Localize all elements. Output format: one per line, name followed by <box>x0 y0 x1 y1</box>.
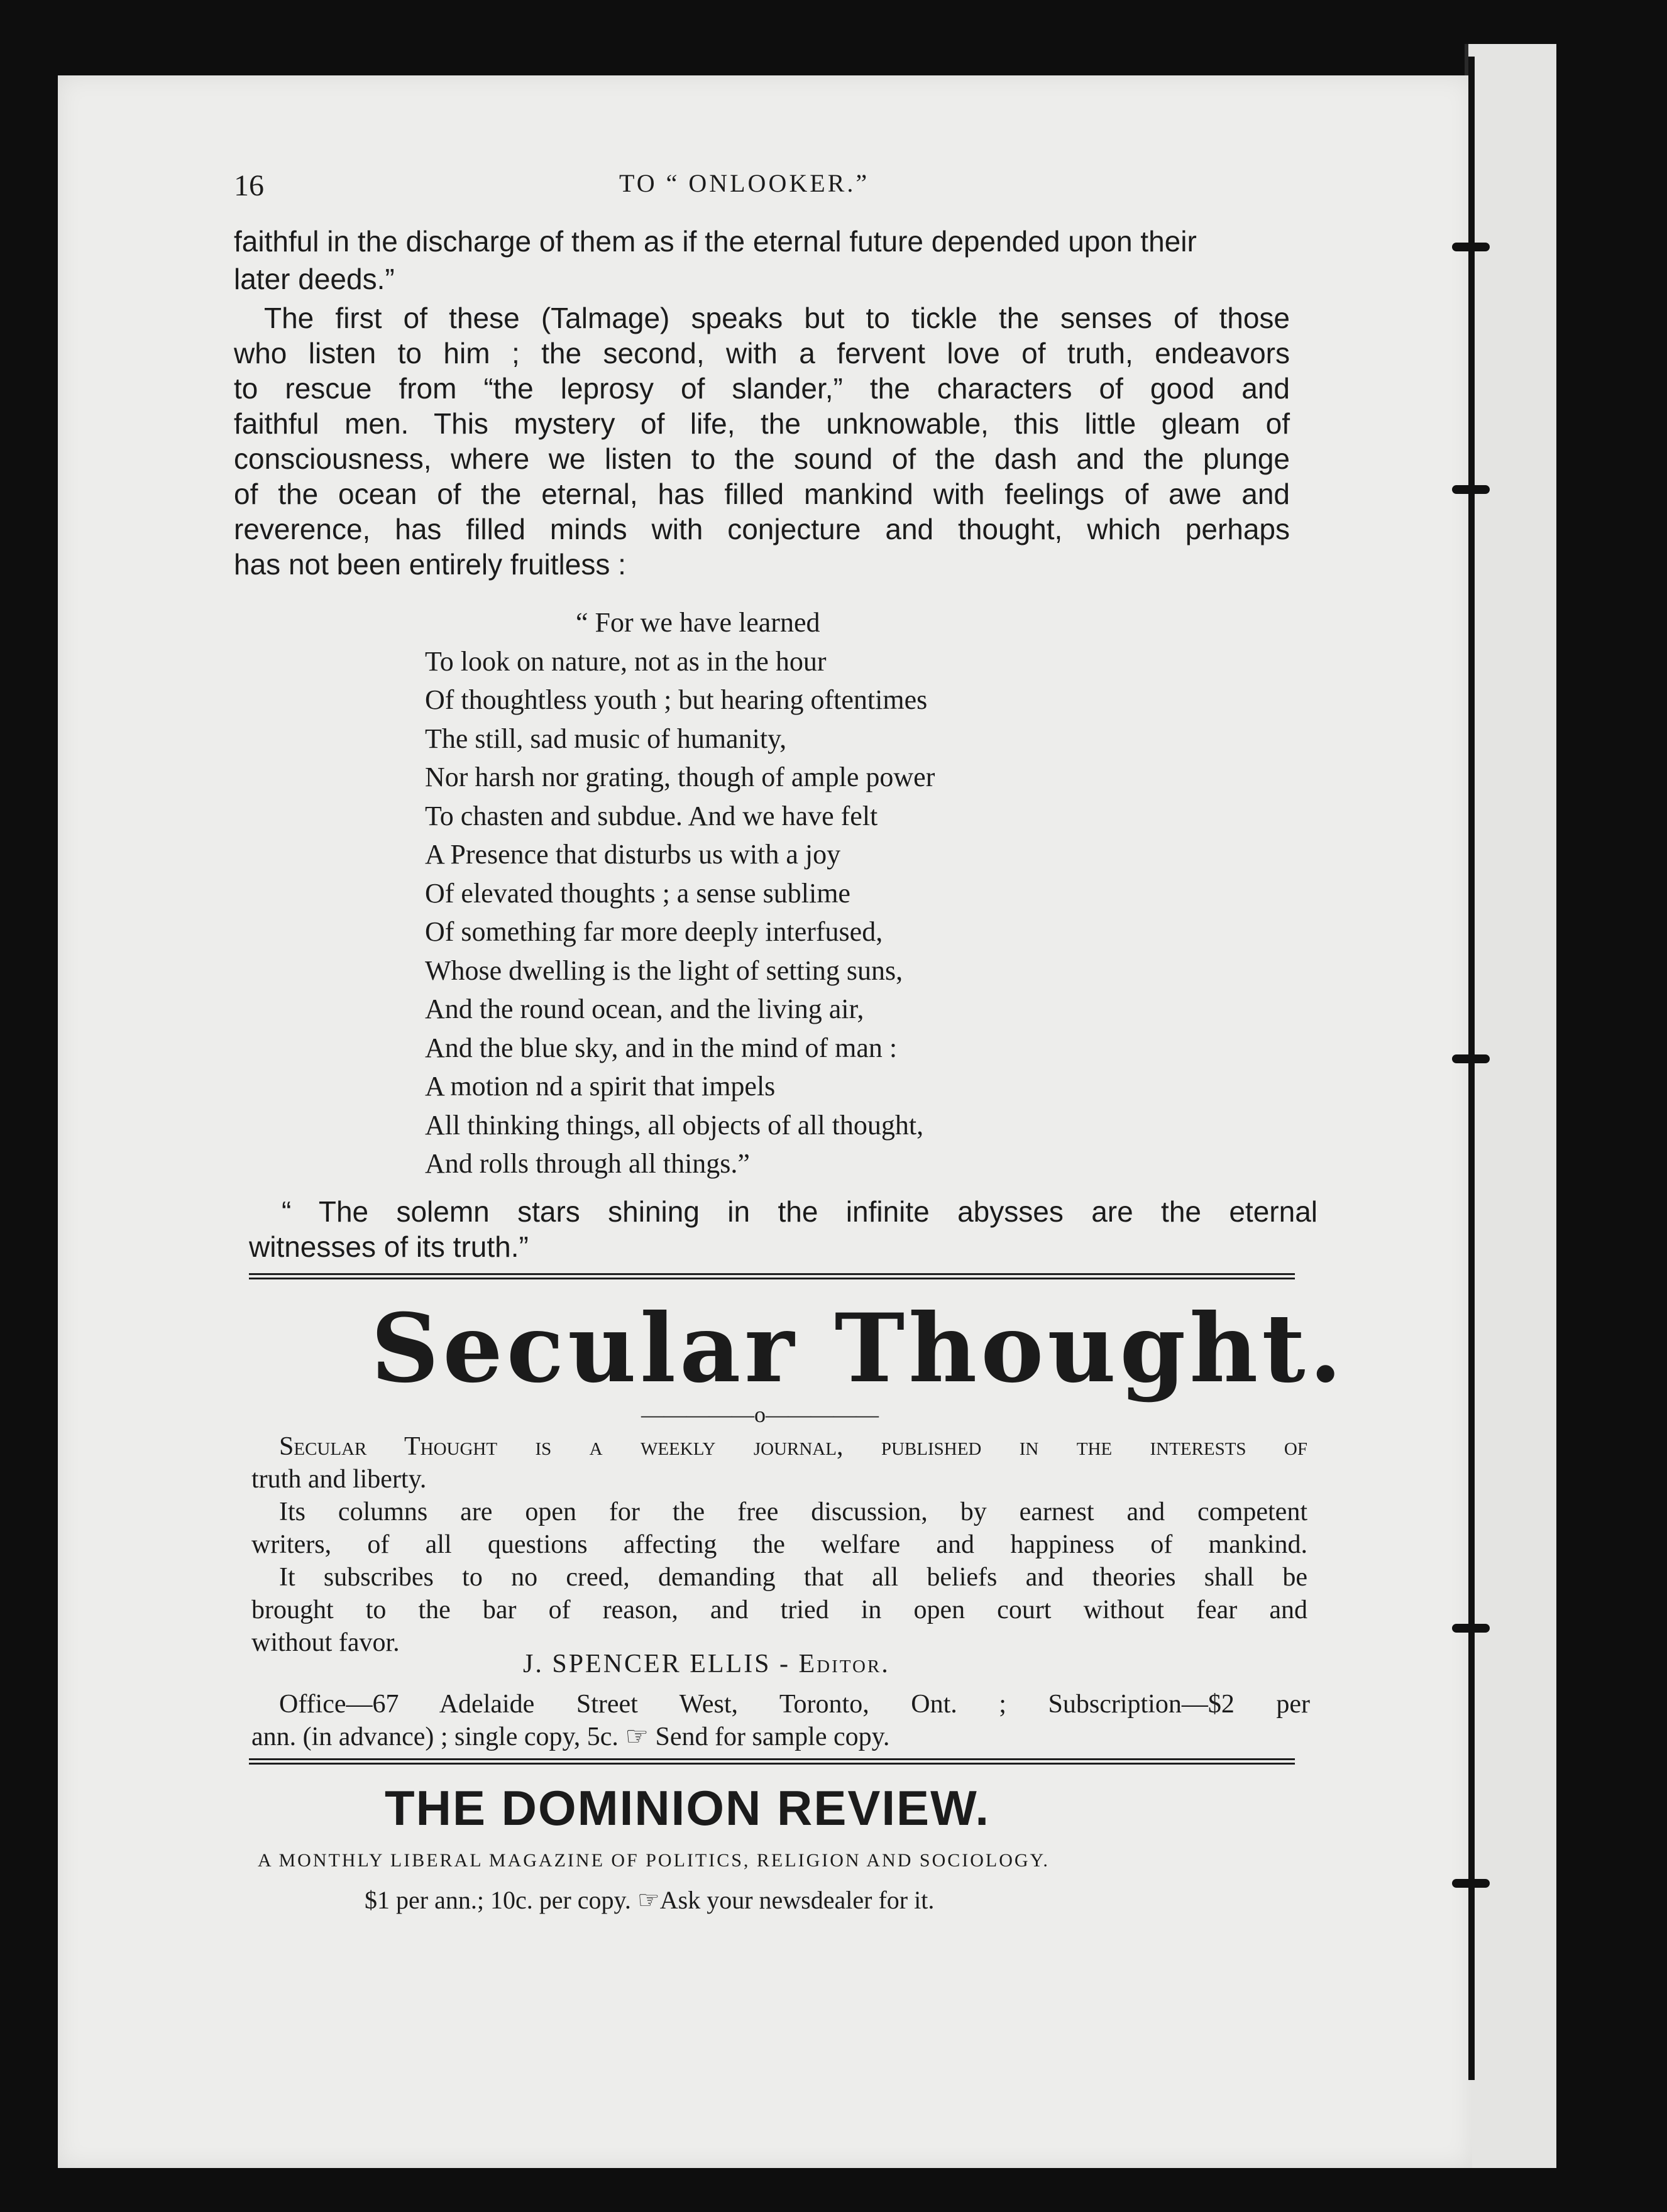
binding-knot <box>1452 1624 1490 1633</box>
ad-line: writers, of all questions affecting the welfare and happiness of mankind. <box>251 1530 1307 1559</box>
poem-line: “ For we have learned <box>576 607 820 638</box>
secular-thought-description <box>251 1430 1307 1659</box>
prose-line: consciousness, where we listen to the sound of the dash and the plunge <box>234 442 1290 475</box>
dominion-review-subtitle: A MONTHLY LIBERAL MAGAZINE OF POLITICS, RELIGION AND SOCIOLOGY. <box>258 1850 1050 1871</box>
editor-line: J. SPENCER ELLIS - Editor. <box>523 1650 890 1678</box>
binding-knot <box>1452 243 1490 251</box>
prose-line: of the ocean of the eternal, has filled mankind with feelings of awe and <box>234 478 1290 510</box>
binding-knot <box>1452 1054 1490 1063</box>
poem-line: The still, sad music of humanity, <box>425 723 787 754</box>
section-divider <box>249 1273 1295 1279</box>
prose-line: faithful in the discharge of them as if the eternal future depended upon their <box>234 225 1197 258</box>
prose-line: The first of these (Talmage) speaks but to tickle the senses of those <box>264 302 1290 334</box>
section-divider <box>249 1758 1295 1765</box>
prose-line: has not been entirely fruitless : <box>234 548 626 581</box>
poem-line: All thinking things, all objects of all thought, <box>425 1109 924 1141</box>
dominion-review-title: THE DOMINION REVIEW. <box>385 1780 991 1836</box>
dominion-review-price: $1 per ann.; 10c. per copy. ☞Ask your newsdealer for it. <box>365 1886 935 1914</box>
prose-line: who listen to him ; the second, with a fervent love of truth, endeavors <box>234 337 1290 370</box>
ad-line: It subscribes to no creed, demanding that all beliefs and theories shall be <box>279 1563 1307 1592</box>
poem-line: Of elevated thoughts ; a sense sublime <box>425 877 850 909</box>
prose-block <box>234 224 1290 582</box>
page-number: 16 <box>234 169 264 202</box>
poem-line: Nor harsh nor grating, though of ample power <box>425 762 935 792</box>
closing-line: witnesses of its truth.” <box>249 1230 529 1263</box>
ad-line-text: Secular Thought is a weekly journal, published in the interests of <box>279 1432 1307 1461</box>
poem-line: To chasten and subdue. And we have felt <box>425 800 878 831</box>
prose-line: reverence, has filled minds with conjecture and thought, which perhaps <box>234 513 1290 545</box>
poem-line: To look on nature, not as in the hour <box>425 645 827 677</box>
prose-line: faithful men. This mystery of life, the unknowable, this little gleam of <box>234 407 1290 440</box>
adjacent-page-edge <box>1465 44 1556 2168</box>
masthead-ornament: —————o————— <box>641 1402 879 1427</box>
secular-thought-masthead: Secular Thought. <box>371 1293 1346 1404</box>
poem-line: A motion nd a spirit that impels <box>425 1071 776 1102</box>
office-line: ann. (in advance) ; single copy, 5c. ☞ Send for sample copy. <box>251 1722 890 1751</box>
ad-line: brought to the bar of reason, and tried in open court without fear and <box>251 1596 1307 1624</box>
poem-line: Of something far more deeply interfused, <box>425 916 883 947</box>
poem-line: And the blue sky, and in the mind of man : <box>425 1032 898 1063</box>
poem-line: Whose dwelling is the light of setting suns, <box>425 955 903 986</box>
binding-thread <box>1468 57 1475 2080</box>
ad-line: without favor. <box>251 1628 400 1657</box>
binding-knot <box>1452 1879 1490 1888</box>
prose-line: to rescue from “the leprosy of slander,” the characters of good and <box>234 372 1290 405</box>
poem-line: And rolls through all things.” <box>425 1148 750 1179</box>
poem-line: And the round ocean, and the living air, <box>425 994 864 1024</box>
ad-line: truth and liberty. <box>251 1465 427 1494</box>
office-details <box>251 1688 1310 1753</box>
office-line: Office—67 Adelaide Street West, Toronto, Ont. ; Subscription—$2 per <box>279 1690 1310 1719</box>
closing-quote <box>249 1194 1318 1264</box>
poem-quotation <box>425 603 935 1183</box>
closing-line: “ The solemn stars shining in the infinite abysses are the eternal <box>282 1195 1318 1228</box>
binding-knot <box>1452 485 1490 494</box>
ad-line <box>251 1430 1307 1463</box>
poem-line: Of thoughtless youth ; but hearing oftentimes <box>425 684 928 715</box>
poem-line: A Presence that disturbs us with a joy <box>425 839 841 870</box>
ad-line: Its columns are open for the free discussion, by earnest and competent <box>279 1497 1307 1526</box>
prose-line: later deeds.” <box>234 263 395 295</box>
running-head: TO “ ONLOOKER.” <box>619 169 870 197</box>
